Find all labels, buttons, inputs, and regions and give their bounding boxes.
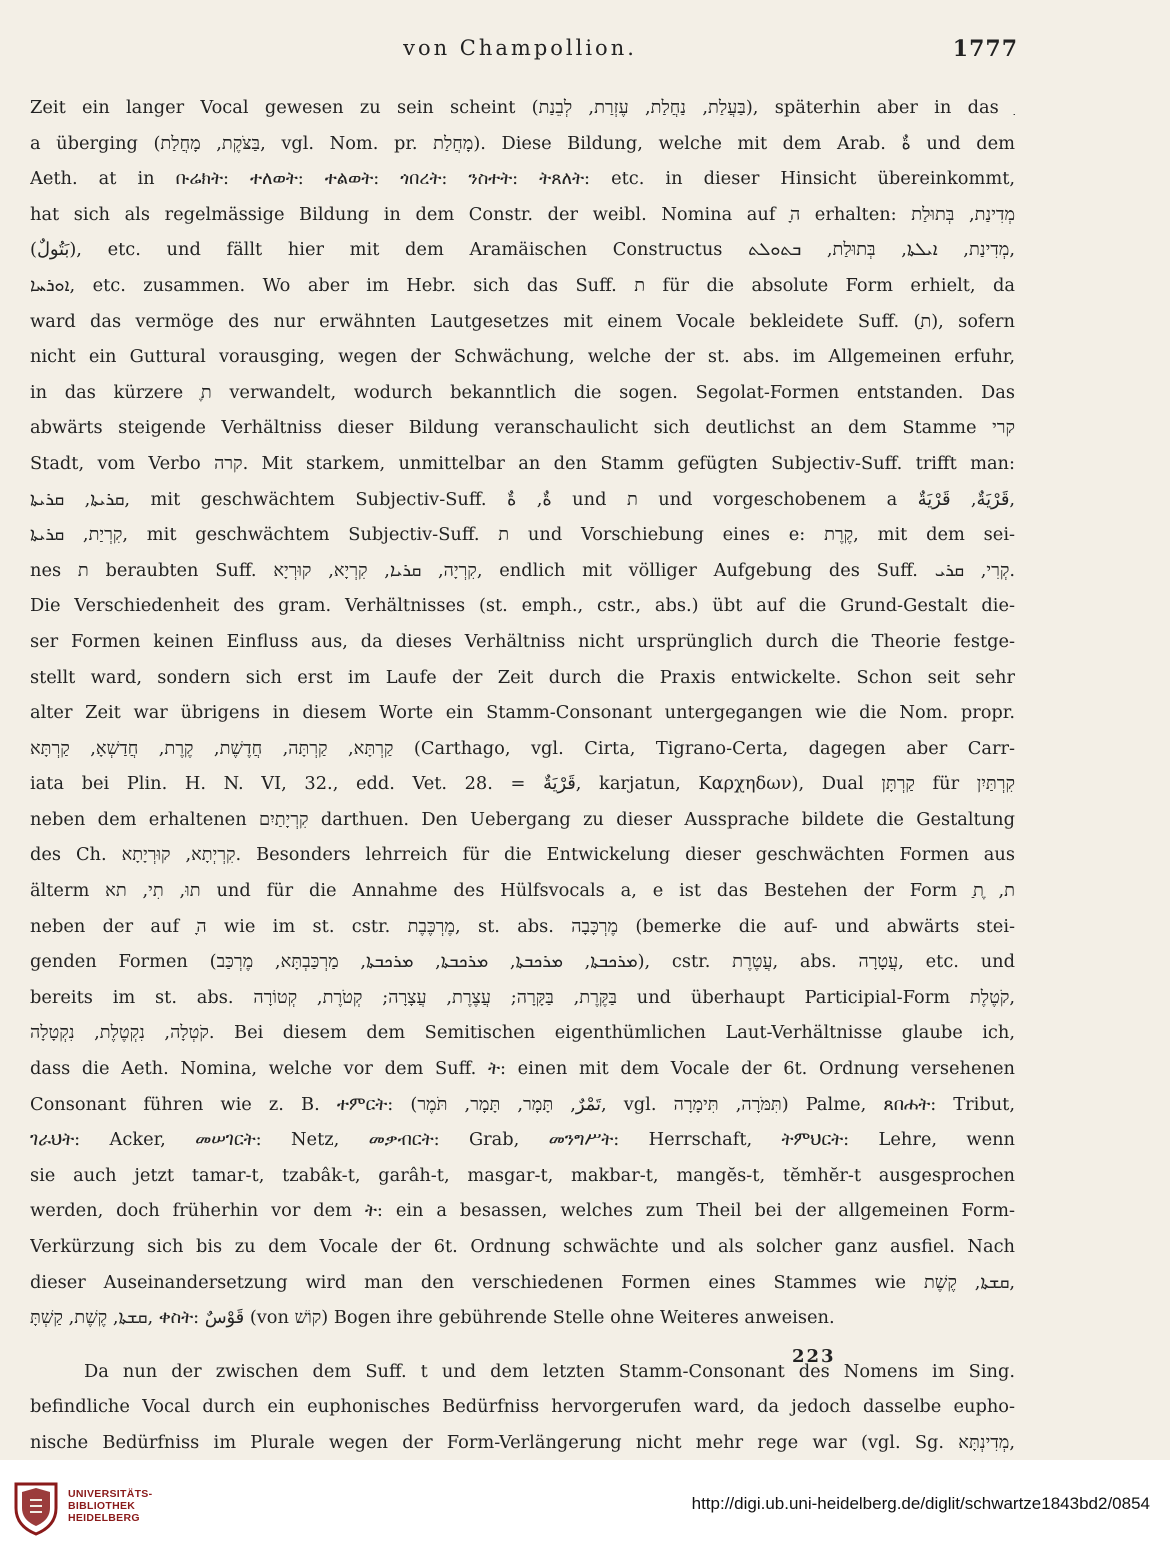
text-line: קַרְתָּא, קַרְתָּה, חֲדֶשֶׁת, קֶרֶת, חֲדַשְׁאָ, קַרְתָּא (Carthago, vgl. Cirta, Tigrano-Certa, dagegen aber Carr- — [30, 737, 1015, 759]
text-line: ገራህት: Acker, መሠገርት: Netz, መቃብርት: Grab, መንግሥት: Herrschaft, ትምህርት: Lehre, wenn — [30, 1129, 1015, 1151]
text-line: Zeit ein langer Vocal gewesen zu sein scheint (בַּעֲלַת, נַחֲלַת, עֶזְרַת, לְבֵנַת), späterhin aber in das ַ — [30, 97, 1015, 118]
library-name: UNIVERSITÄTS- BIBLIOTHEK HEIDELBERG — [68, 1488, 153, 1524]
text-line: Verkürzung sich bis zu dem Vocale der 6t. Ordnung schwächte und als solcher ganz ausfiel. Nach — [30, 1236, 1015, 1257]
text-line: genden Formen (ܡܪܟܒܬܐ, ܡܪܟܒܬܐ, ܡܪܟܒܬܐ, ܡܪܟܒܬܐ, מַרְכַּבְתָּא, מֶרְכַּב), cstr. עֲטֶרֶת, abs. עֲטָרָה, etc. und — [30, 951, 1015, 973]
text-line: iata bei Plin. H. N. VI, 32., edd. Vet. 28. = قَرْيَةٌ, karjatun, Καρχηδων), Dual קַרְתָּן für קִרְתַּיִן — [30, 773, 1015, 795]
source-url[interactable]: http://digi.ub.uni-heidelberg.de/diglit/schwartze1843bd2/0854 — [691, 1494, 1150, 1513]
footer-bar — [0, 1460, 1170, 1554]
text-line: a überging (בַּצֹּקֶת, מָחֲלַת, vgl. Nom. pr. מָחֲלַת). Diese Bildung, welche mit dem Arab. ةٌ und dem — [30, 132, 1015, 154]
page-number: 1777 — [952, 36, 1018, 62]
text-line: abwärts steigende Verhältniss dieser Bildung veranschaulicht sich deutlichst an dem Stamme קרי — [30, 417, 1015, 439]
text-line: dieser Auseinandersetzung wird man den verschiedenen Formen eines Stammes wie ܩܫܬܐ, קֶשֶׁת, — [30, 1271, 1015, 1293]
text-line: befindliche Vocal durch ein euphonisches Bedürfniss hervorgerufen ward, da jedoch dasselbe eupho- — [30, 1396, 1015, 1418]
text-line: ܩܪܝܬܐ, ܩܪܝܬܐ, mit geschwächtem Subjectiv-Suff. ةٌ, ةٌ und ת und vorgeschobenem a قَرْيَةٌ, قَرْيَةٌ, — [30, 488, 1015, 510]
text-line: Stadt, vom Verbo קרה. Mit starkem, unmittelbar an den Stamm gefügten Subjectiv-Suff. trifft man: — [30, 452, 1015, 474]
text-line: dass die Aeth. Nomina, welche vor dem Suff. ት: einen mit dem Vocale der 6t. Ordnung versehenen — [30, 1058, 1015, 1080]
text-line: (بَتُولٌ), etc. und fällt hier mit dem Aramäischen Constructus מְדִינַת, ܐܝܠܬܐ, בְּתוּלַת, ܒܬܘܠܬ, — [30, 239, 1015, 261]
text-line: ward das vermöge des nur erwähnten Lautgesetzes mit einem Vocale bekleidete Suff. (ַת), sofern — [30, 310, 1015, 332]
text-line: קֹטְלָה, נִקְטֶלֶת, נִקְטָלָה. Bei diesem dem Semitischen eigenthümlichen Laut-Verhältnisse glaube ich, — [30, 1022, 1015, 1044]
text-line: ser Formen keinen Einfluss aus, da dieses Verhältniss nicht ursprünglich durch die Theorie festge- — [30, 630, 1015, 652]
text-line: ܩܫܬܐ, קֶשֶׁת, קַשְׁתָּ, ቀስት: قَوْسٌ (von קוֹשׁ) Bogen ihre gebührende Stelle ohne Weiteres anweisen. — [30, 1307, 835, 1329]
text-line: des Ch. קִרְיְתָא, קוּרְיָתָא. Besonders lehrreich für die Entwickelung dieser geschwächten Formen aus — [30, 844, 1015, 866]
text-line: neben dem erhaltenen קִרְיָתַיִם darthuen. Den Uebergang zu dieser Aussprache bildete die Gestaltung — [30, 808, 1015, 830]
text-line: sie auch jetzt tamar-t, tzabâk-t, garâh-t, masgar-t, makbar-t, mangĕs-t, tĕmhĕr-t ausgesprochen — [30, 1164, 1015, 1186]
text-line: neben der auf ָה wie im st. cstr. מֶרְכֶּבֶת, st. abs. מֶרְכָּבָה (bemerke die auf- und abwärts stei- — [30, 915, 1015, 937]
text-line: Die Verschiedenheit des gram. Verhältnisses (st. emph., cstr., abs.) übt auf die Grund-Gestalt die- — [30, 595, 1015, 617]
text-line: nicht ein Guttural vorausging, wegen der Schwächung, welche der st. abs. im Allgemeinen erfuhr, — [30, 346, 1015, 368]
text-line: Da nun der zwischen dem Suff. t und dem letzten Stamm-Consonant des Nomens im Sing. — [84, 1360, 1015, 1382]
text-line: קִרְיַת, ܩܪܝܬܐ, mit geschwächtem Subjectiv-Suff. ת und Vorschiebung eines e: קֶרֶת, mit dem sei- — [30, 524, 1015, 546]
text-line: nische Bedürfniss im Plurale wegen der Form-Verlängerung nicht mehr rege war (vgl. Sg. מְדִינְתָּא, — [30, 1431, 1015, 1453]
main-text — [30, 90, 1015, 1496]
text-line: alter Zeit war übrigens in diesem Worte ein Stamm-Consonant untergegangen wie die Nom. propr. — [30, 702, 1015, 724]
signature-mark: 223 — [792, 1346, 836, 1367]
text-line: stellt ward, sondern sich erst im Laufe der Zeit durch die Praxis entwickelte. Schon seit sehr — [30, 666, 1015, 688]
text-line: Consonant führen wie z. B. ተምርት: (تَمْرٌ, תָּמָר, תָּמָר, תֹּמֶר, vgl. תִּמֹּרָה, תִּימָרָה) Palme, ጸበሐት: Tribut, — [30, 1093, 1015, 1115]
running-header — [30, 36, 1018, 72]
text-line: Aeth. at in ቡሬክት: ተለወት: ተልወት: ጎበረት: ንስተት: ትጸለት: etc. in dieser Hinsicht übereinkommt, — [30, 168, 1015, 190]
university-seal-icon — [12, 1478, 60, 1536]
running-title: von Champollion. — [403, 36, 637, 60]
text-line: bereits im st. abs. בַּקֶּרֶת, בַּקָּרָה; עֲצֶרֶת, עֲצָרָה; קְטֹרֶת, קְטוֹרָה und überhaupt Participial-Form קֹטֶלֶת, — [30, 986, 1015, 1008]
text-line: ܐܘܪܚܐ, etc. zusammen. Wo aber im Hebr. sich das Suff. ת für die absolute Form erhielt, da — [30, 274, 1015, 296]
text-line: hat sich als regelmässige Bildung in dem Constr. der weibl. Nomina auf ָה erhalten: מְדִינַת, בְּתוּלַת — [30, 203, 1015, 225]
text-line: in das kürzere ֶת verwandelt, wodurch bekanntlich die sogen. Segolat-Formen entstanden. Das — [30, 381, 1015, 403]
text-line: nes ת beraubten Suff. קִרְיָה, ܩܪܝܐ, קִרְיָא, קוּרְיָא, endlich mit völliger Aufgebung des Suff. קְרִי, ܩܪܝ. — [30, 559, 1015, 581]
text-line: älterm תוּ, תִי, תא und für die Annahme des Hülfsvocals a, e ist das Bestehen der Form ַת, ֶת — [30, 880, 1015, 902]
text-line: werden, doch früherhin vor dem ት: ein a besassen, welches zum Theil bei der allgemeinen Form- — [30, 1200, 1015, 1222]
